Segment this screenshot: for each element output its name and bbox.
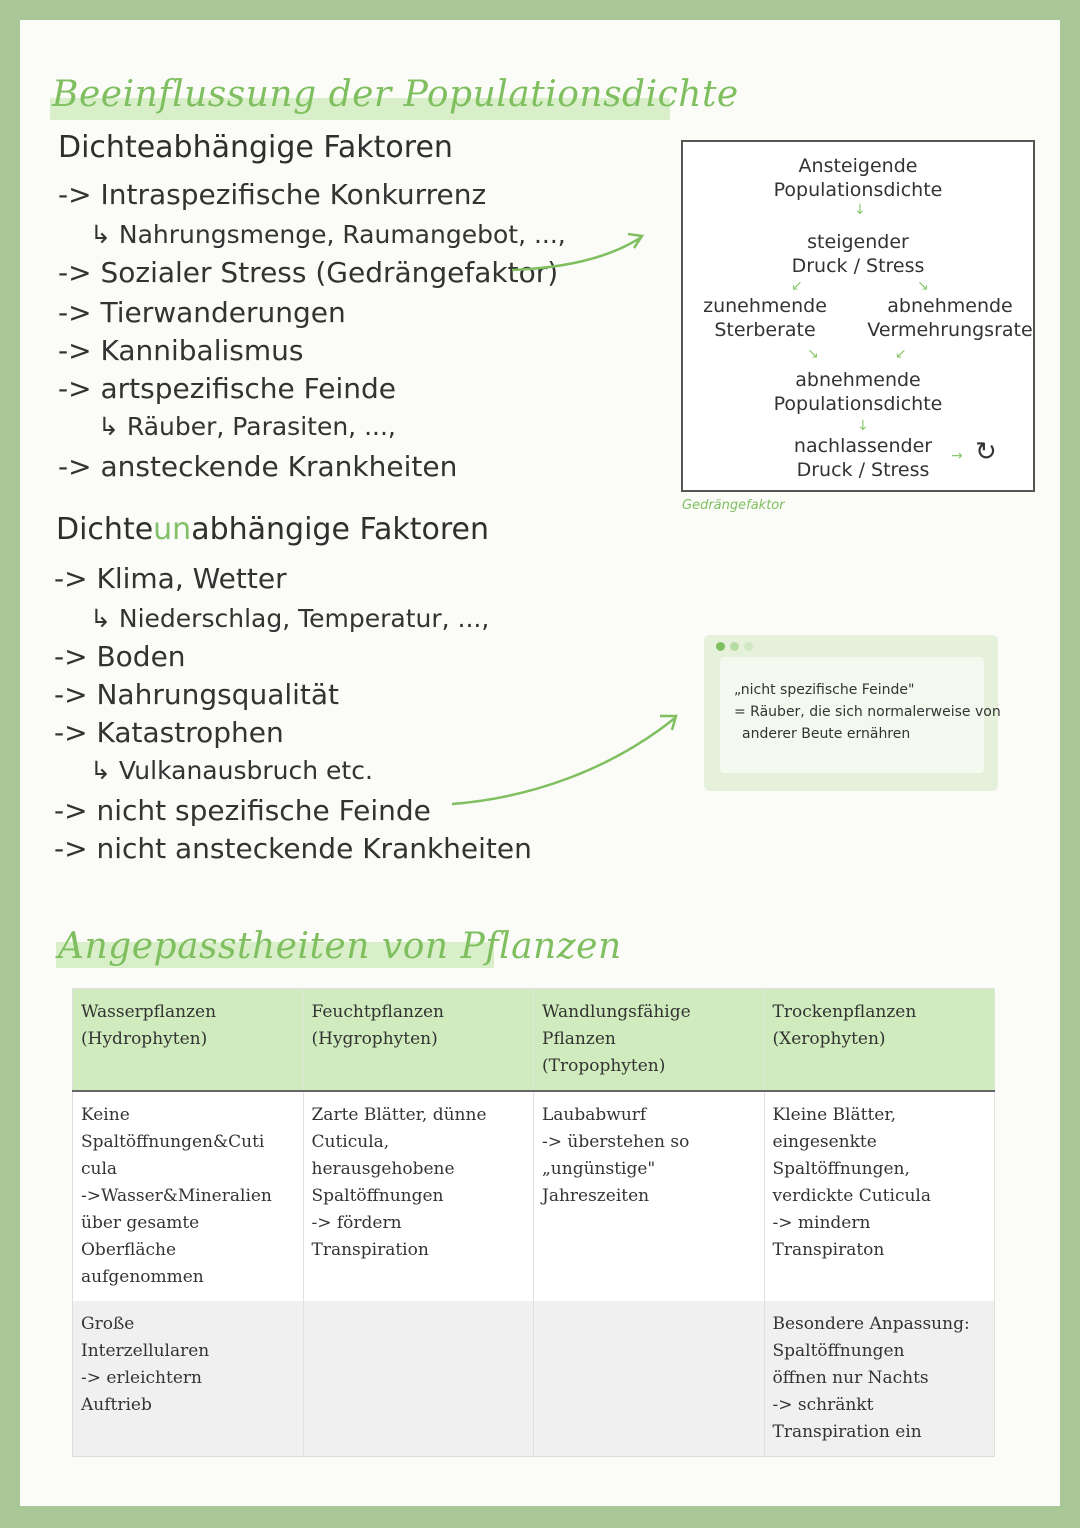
list-item: -> ansteckende Krankheiten [58, 450, 458, 483]
note-line: = Räuber, die sich normalerweise von [734, 704, 1001, 720]
table-cell [534, 1301, 765, 1457]
note-line: anderer Beute ernähren [742, 726, 911, 742]
list-item: -> Nahrungsqualität [54, 678, 340, 711]
list-item: ↳ Nahrungsmenge, Raumangebot, ..., [90, 220, 566, 249]
flow-node-falling-stress: nachlassender Druck / Stress [793, 435, 933, 481]
arrow-right-down-icon: ↘ [807, 346, 819, 362]
table-cell: Laubabwurf -> überstehen so „ungünstige" Jahreszeiten [534, 1091, 765, 1301]
column-header: Trockenpflanzen (Xerophyten) [764, 989, 995, 1092]
column-header: Feuchtpflanzen (Hygrophyten) [303, 989, 534, 1092]
table-header-row [73, 989, 995, 1092]
arrow-down-icon: ↓ [854, 202, 866, 218]
heading-part: abhängige Faktoren [191, 512, 489, 547]
heading-part: Dichte [56, 512, 154, 547]
table-row [73, 1301, 995, 1457]
note-text [734, 679, 1001, 745]
arrow-left-down-icon: ↙ [895, 346, 907, 362]
list-item: -> nicht ansteckende Krankheiten [54, 832, 532, 865]
table-cell: Kleine Blätter, eingesenkte Spaltöffnungen, verdickte Cuticula -> mindern Transpiraton [764, 1091, 995, 1301]
arrow-right-icon: → [951, 448, 963, 464]
list-item: -> Boden [54, 640, 186, 673]
arrow-left-down-icon: ↙ [791, 278, 803, 294]
list-item: -> Katastrophen [54, 716, 284, 749]
list-item: -> nicht spezifische Feinde [54, 794, 431, 827]
list-item: -> artspezifische Feinde [58, 372, 396, 405]
table-cell: Besondere Anpassung: Spaltöffnungen öffnen nur Nachts -> schränkt Transpiration ein [764, 1301, 995, 1457]
section-title-population: Beeinflussung der Populationsdichte [52, 74, 739, 115]
heading-highlight: un [153, 512, 192, 547]
table-cell [303, 1301, 534, 1457]
list-item: ↳ Niederschlag, Temperatur, ..., [90, 604, 490, 633]
arrow-right-down-icon: ↘ [917, 278, 929, 294]
window-dot [744, 642, 753, 651]
list-item: ↳ Vulkanausbruch etc. [90, 756, 373, 785]
table-cell: Große Interzellularen -> erleichtern Auftrieb [73, 1301, 304, 1457]
note-card [704, 635, 1001, 791]
column-header: Wandlungsfähige Pflanzen (Tropophyten) [534, 989, 765, 1092]
flow-diagram [681, 140, 1035, 492]
window-dot [716, 642, 725, 651]
table-cell: Zarte Blätter, dünne Cuticula, herausgehobene Spaltöffnungen -> fördern Transpiration [303, 1091, 534, 1301]
section-title-plants: Angepasstheiten von Pflanzen [58, 926, 622, 967]
list-item: -> Klima, Wetter [54, 562, 287, 595]
column-header: Wasserpflanzen (Hydrophyten) [73, 989, 304, 1092]
list-item: -> Intraspezifische Konkurrenz [58, 178, 487, 211]
flowbox-caption: Gedrängefaktor [682, 498, 785, 513]
cycle-icon: ↻ [975, 437, 997, 467]
flow-node-mortality: zunehmende Sterberate [703, 295, 827, 341]
table-row [73, 1091, 995, 1301]
arrow-to-note [450, 710, 690, 810]
flow-node-reproduction: abnehmende Vermehrungsrate [867, 295, 1033, 341]
table-cell: Keine Spaltöffnungen&Cuti cula ->Wasser&Mineralien über gesamte Oberfläche aufgenommen [73, 1091, 304, 1301]
note-body [720, 657, 1001, 773]
arrow-down-icon: ↓ [857, 418, 869, 434]
list-item: -> Kannibalismus [58, 334, 304, 367]
heading-dependent-factors: Dichteabhängige Faktoren [58, 130, 453, 165]
flow-node-rising-stress: steigender Druck / Stress [791, 231, 925, 277]
note-line: „nicht spezifische Feinde" [734, 682, 915, 698]
plant-adaptation-table [72, 988, 995, 1457]
list-item: -> Sozialer Stress (Gedrängefaktor) [58, 256, 559, 289]
list-item: -> Tierwanderungen [58, 296, 346, 329]
arrow-to-flowbox [510, 228, 650, 278]
list-item: ↳ Räuber, Parasiten, ..., [98, 412, 396, 441]
flow-node-rising-density: Ansteigende Populationsdichte [773, 155, 943, 201]
heading-independent-factors [56, 512, 489, 547]
window-dot [730, 642, 739, 651]
flow-node-falling-density: abnehmende Populationsdichte [773, 369, 943, 415]
